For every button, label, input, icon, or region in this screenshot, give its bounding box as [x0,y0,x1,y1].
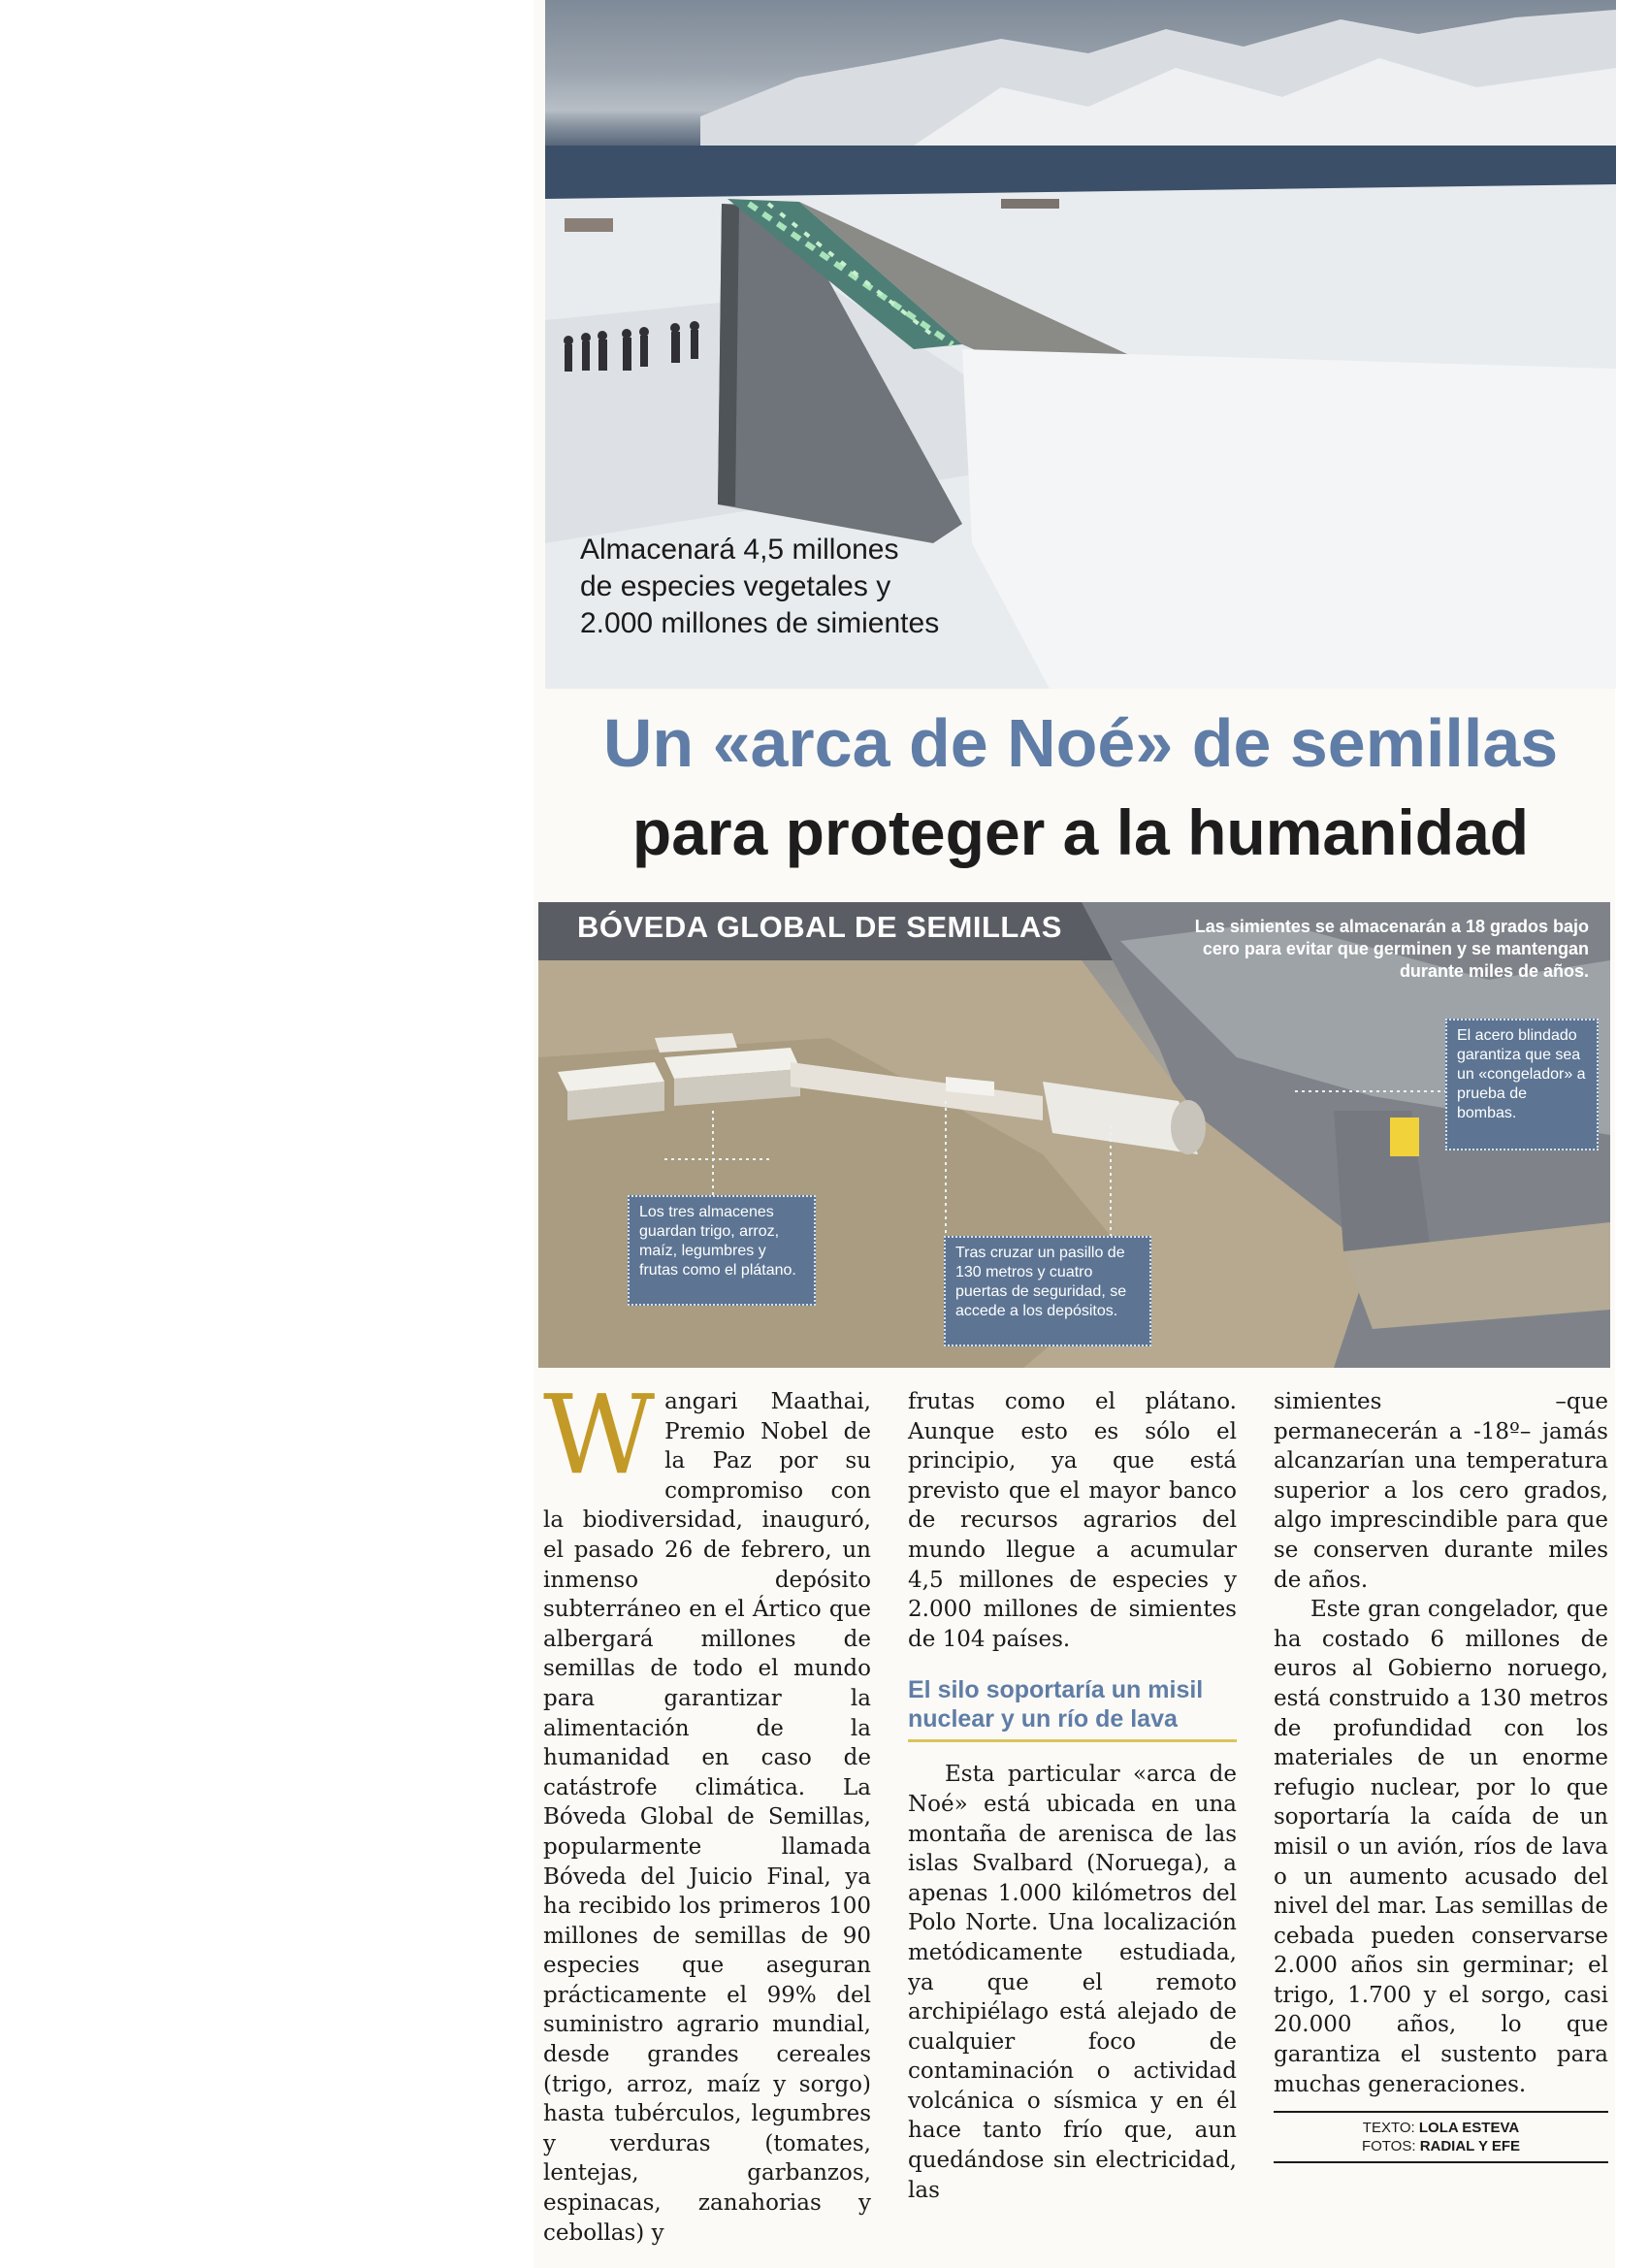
caption-line-1: Almacenará 4,5 millones [580,534,899,566]
article-text-col3b: Este gran congelador, que ha costado 6 millones de euros al Gobierno noruego, está construido a 130 metros de profundidad con los materiales de un enorme refugio nuclear, por lo que soportaría la caída de un misil o un avión, ríos de lava o un aumento acusado del nivel del mar. Las semillas de cebada pueden conservarse 2.000 años sin germinar; el trigo, 1.700 y el sorgo, casi 20.000 años, lo que garantiza el sustento para muchas generaciones. [1274,1597,1608,2097]
infographic-title: BÓVEDA GLOBAL DE SEMILLAS [577,910,1062,944]
article-subheading: El silo soportaría un misil nuclear y un río de lava [908,1675,1237,1742]
headline-line-2: para proteger a la humanidad [631,796,1530,868]
article-column-2 [908,1387,1237,2205]
caption-line-2: de especies vegetales y [580,570,891,602]
vault-infographic [538,902,1610,1368]
callout-acero: El acero blindado garantiza que sea un «congelador» a prueba de bombas. [1445,1019,1599,1150]
credit-photos-source: RADIAL Y EFE [1419,2138,1521,2155]
article-text-col2b: Esta particular «arca de Noé» está ubicada en una montaña de arenisca de las islas Svalbard (Noruega), a apenas 1.000 kilómetros del Polo Norte. Una localización metódicamente estudiada, ya que el remoto archipiélago está alejado de cualquier foco de contaminación o actividad volcánica o sísmica y en él hace tanto frío que, aun quedándose sin electricidad, las [908,1762,1237,2203]
photo-caption [580,532,939,642]
seed-vault-photo [545,0,1616,689]
callout-almacenes: Los tres almacenes guardan trigo, arroz, maíz, legumbres y frutas como el plátano. [628,1195,816,1306]
article-column-3 [1274,1387,1608,2099]
credit-photos-label: FOTOS: [1361,2138,1416,2155]
callout-pasillo: Tras cruzar un pasillo de 130 metros y cuatro puertas de seguridad, se accede a los depósitos. [944,1236,1151,1346]
headline-line-1: Un «arca de Noé» de semillas [602,705,1559,781]
credits-box [1274,2111,1608,2163]
credit-photos [1274,2137,1608,2155]
article-paragraph-1 [543,1373,871,2248]
caption-line-3: 2.000 millones de simientes [580,607,940,639]
article-text-col1: angari Maathai, Premio Nobel de la Paz por su compromiso con la biodiversidad, inauguró, el pasado 26 de febrero, un inmenso depósito subterráneo en el Ártico que albergará millones de semillas de todo el mundo para garantizar la alimentación de la humanidad en caso de catástrofe climática. La Bóveda Global de Semillas, popularmente llamada Bóveda del Juicio Final, ya ha recibido los primeros 100 millones de semillas de 90 especies que aseguran prácticamente el 99% del suministro agrario mundial, desde grandes cereales (trigo, arroz, maíz y sorgo) hasta tubérculos, legumbres y verduras (tomates, lentejas, garbanzos, espinacas, zanahorias y cebollas) y [543,1389,871,2246]
credit-text-label: TEXTO: [1362,2120,1415,2136]
infographic-note: Las simientes se almacenarán a 18 grados bajo cero para evitar que germinen y se mantengan durante miles de años. [1194,917,1589,981]
credit-text [1274,2119,1608,2137]
drop-cap: W [543,1373,656,1499]
article-column-1 [543,1373,871,2248]
credit-text-author: LOLA ESTEVA [1418,2120,1520,2136]
article-text-col3a: simientes –que permanecerán a -18º– jamás alcanzarían una temperatura superior a los cero grados, algo imprescindible para que se conserven durante miles de años. [1274,1389,1608,1593]
article-text-col2a: frutas como el plátano. Aunque esto es sólo el principio, ya que está previsto que el mayor banco de recursos agrarios del mundo llegue a acumular 4,5 millones de especies y 2.000 millones de simientes de 104 países. [908,1389,1237,1652]
